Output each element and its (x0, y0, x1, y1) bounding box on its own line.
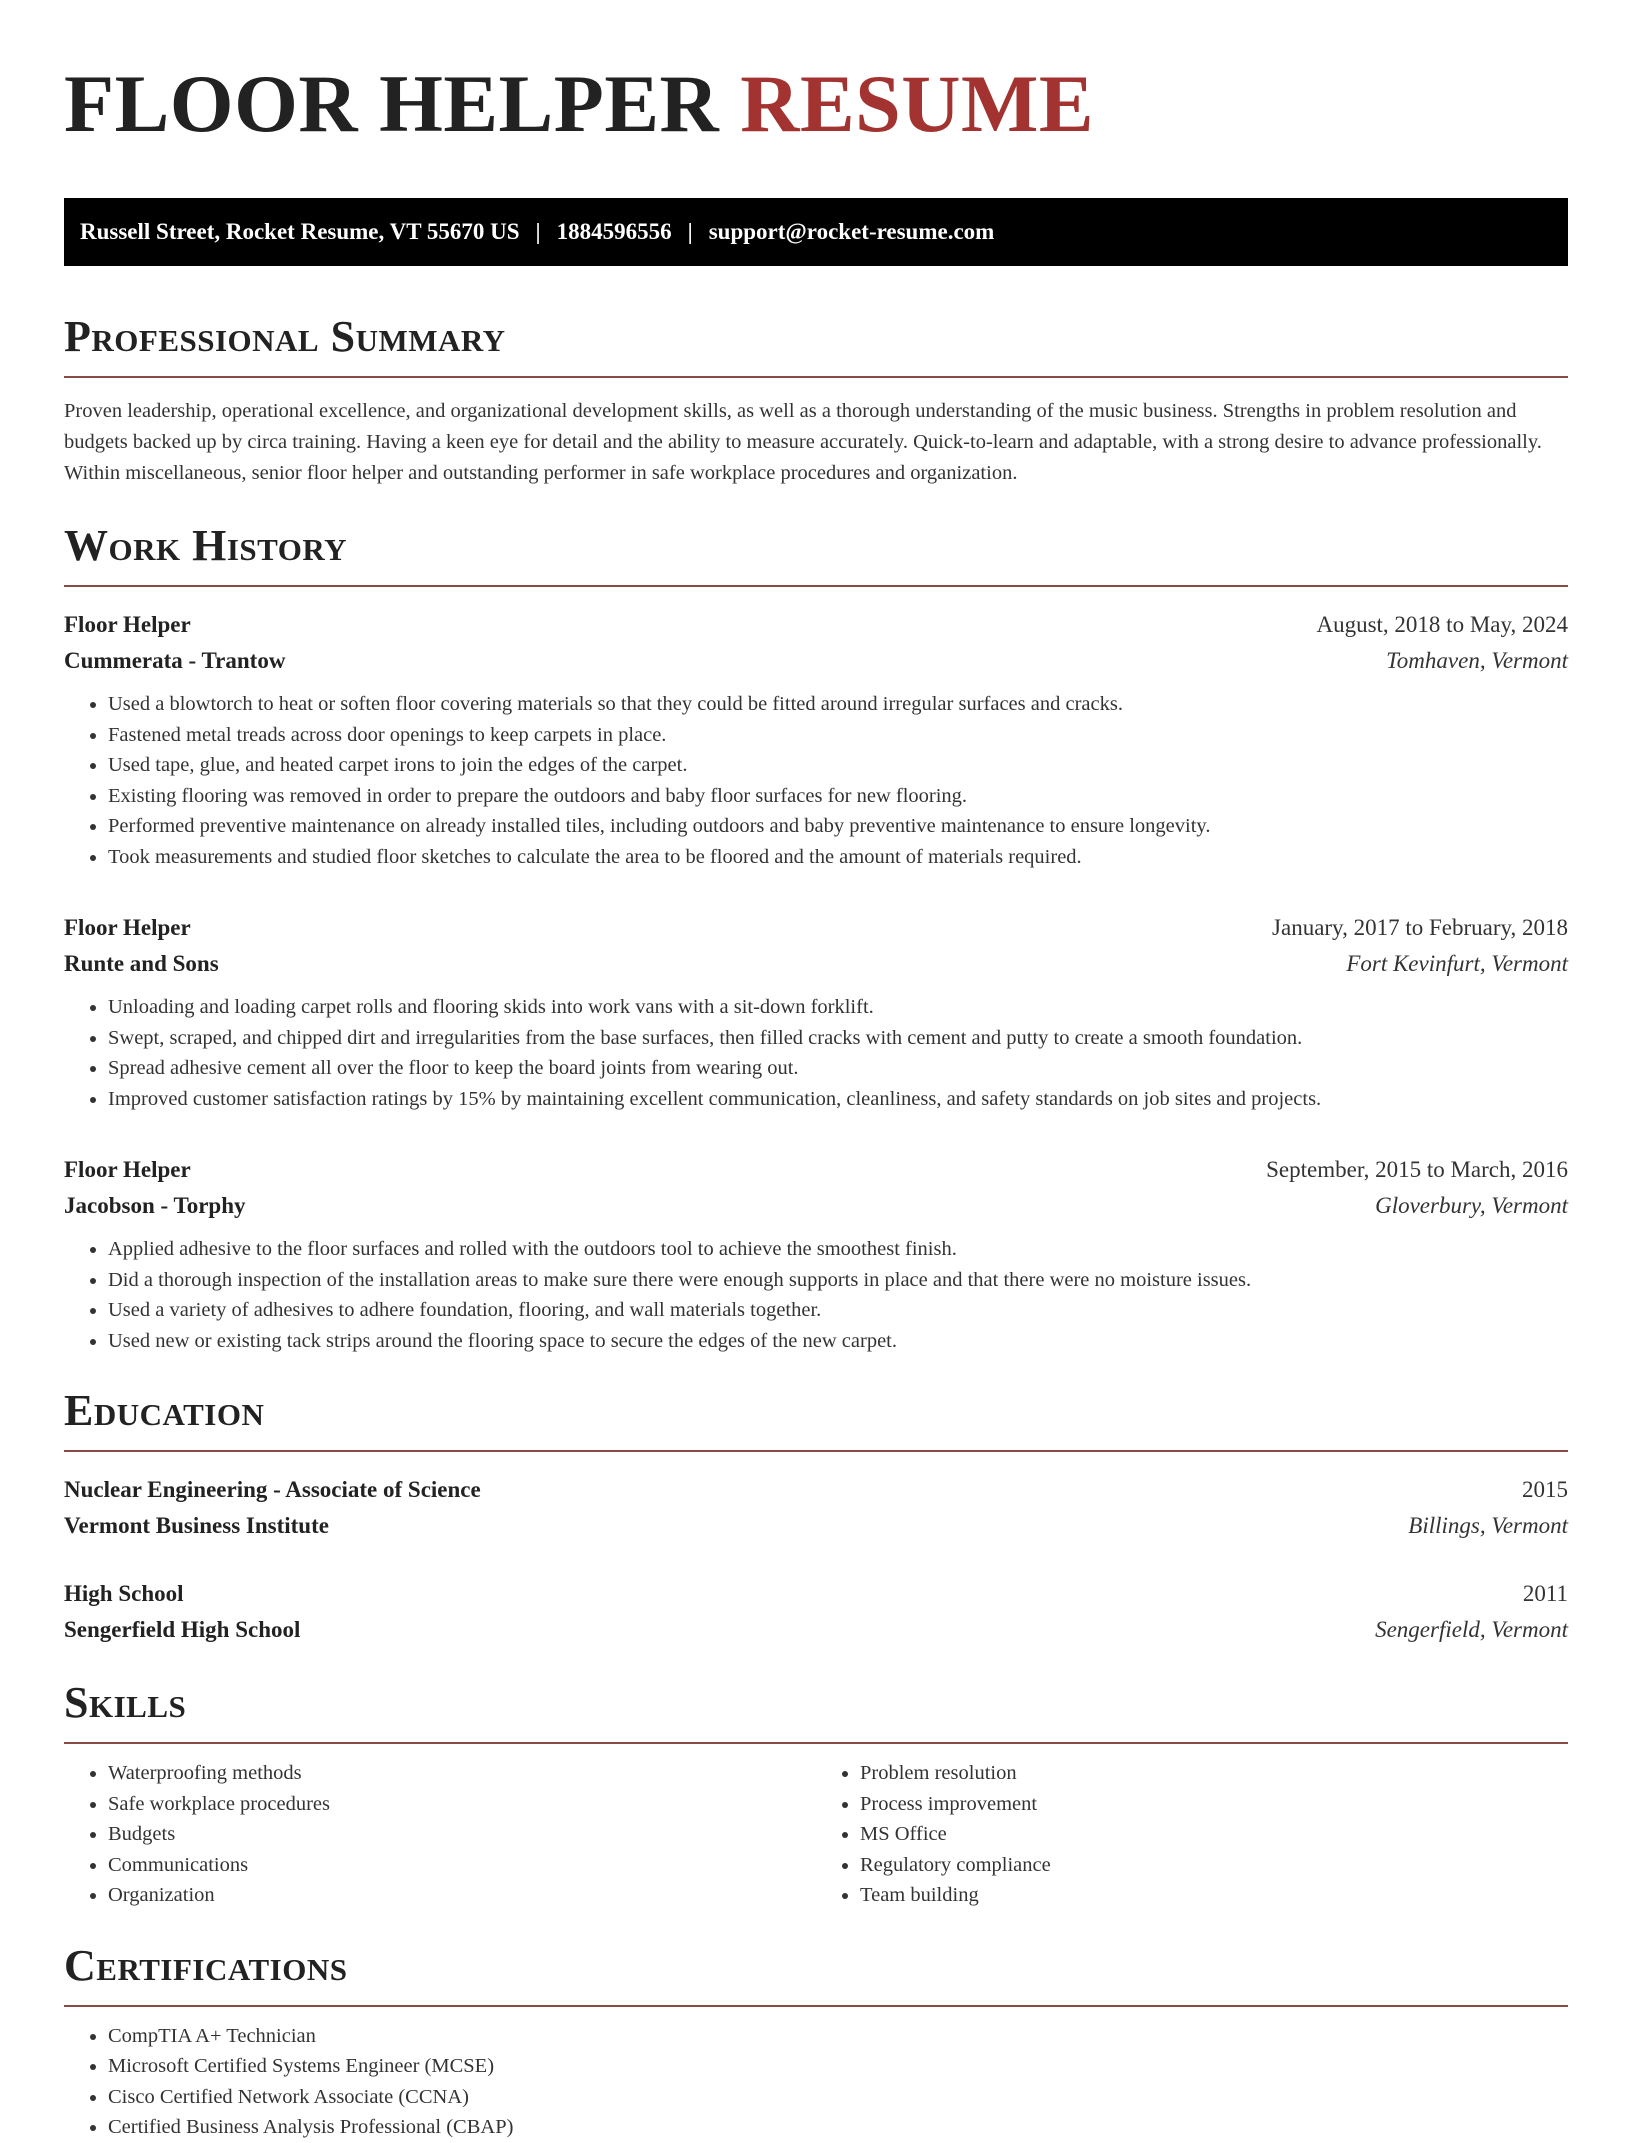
section-heading-skills: Skills (64, 1678, 187, 1727)
skills-list-left (64, 1758, 816, 1911)
skill-item: • Team building (860, 1880, 1568, 1911)
job-entry (64, 910, 1568, 1114)
education-year: 2015 (1522, 1477, 1568, 1502)
job-title: Floor Helper (64, 1157, 191, 1182)
job-location: Gloverbury, Vermont (1375, 1193, 1568, 1218)
certifications-list (64, 2021, 1568, 2143)
contact-separator: | (687, 219, 693, 244)
job-dates: January, 2017 to February, 2018 (1272, 915, 1568, 940)
education-degree: High School (64, 1581, 184, 1606)
job-title: Floor Helper (64, 612, 191, 637)
skill-item: • Process improvement (860, 1789, 1568, 1820)
skills-columns (64, 1758, 1568, 1911)
work-history-section (64, 519, 1568, 1356)
skills-section (64, 1676, 1568, 1911)
job-title: Floor Helper (64, 915, 191, 940)
contact-email: support@rocket-resume.com (708, 219, 995, 244)
section-heading-work: Work History (64, 521, 348, 570)
summary-section (64, 310, 1568, 489)
education-year: 2011 (1522, 1581, 1568, 1606)
job-bullet: • Swept, scraped, and chipped dirt and irregularities from the base surfaces, then filled cracks with cement and putty to create a smooth foundation. (108, 1023, 1568, 1054)
job-bullet: • Did a thorough inspection of the installation areas to make sure there were enough supports in place and that there were no moisture issues. (108, 1265, 1568, 1296)
section-divider (64, 1742, 1568, 1744)
contact-phone: 1884596556 (556, 219, 672, 244)
title-accent: RESUME (740, 58, 1095, 149)
job-company: Jacobson - Torphy (64, 1193, 246, 1218)
skill-item: • Regulatory compliance (860, 1850, 1568, 1881)
summary-text: Proven leadership, operational excellence, and organizational development skills, as well as a thorough understanding of the music business. Strengths in problem resolution and budgets backed up by circa training. Having a keen eye for detail and the ability to measure accurately. Quick-to-learn and adaptable, with a strong desire to advance professionally. Within miscellaneous, senior floor helper and outstanding performer in safe workplace procedures and organization. (64, 400, 1542, 484)
job-bullet: • Used tape, glue, and heated carpet irons to join the edges of the carpet. (108, 750, 1568, 781)
skill-item: • Problem resolution (860, 1758, 1568, 1789)
job-bullets (64, 689, 1568, 872)
skill-item: • Waterproofing methods (108, 1758, 816, 1789)
contact-separator: | (535, 219, 541, 244)
skills-list-right (816, 1758, 1568, 1911)
section-heading-education: Education (64, 1386, 265, 1435)
resume-title (64, 58, 1568, 150)
education-location: Sengerfield, Vermont (1375, 1617, 1568, 1642)
job-bullet: • Took measurements and studied floor sketches to calculate the area to be floored and the amount of materials required. (108, 842, 1568, 873)
job-dates: August, 2018 to May, 2024 (1316, 612, 1568, 637)
job-bullets (64, 1234, 1568, 1356)
education-school: Sengerfield High School (64, 1617, 301, 1642)
section-divider (64, 585, 1568, 587)
education-entry (64, 1472, 1568, 1544)
education-degree: Nuclear Engineering - Associate of Science (64, 1477, 481, 1502)
job-location: Tomhaven, Vermont (1386, 648, 1568, 673)
job-dates: September, 2015 to March, 2016 (1266, 1157, 1568, 1182)
skill-item: • Communications (108, 1850, 816, 1881)
title-main: FLOOR HELPER (64, 58, 720, 149)
contact-bar (64, 198, 1568, 266)
section-heading-certifications: Certifications (64, 1940, 348, 1990)
certification-item: • CompTIA A+ Technician (108, 2021, 1568, 2052)
job-company: Cummerata - Trantow (64, 648, 286, 673)
education-location: Billings, Vermont (1408, 1513, 1568, 1538)
section-heading-summary: Professional Summary (64, 312, 506, 361)
job-entry (64, 1152, 1568, 1356)
job-bullet: • Existing flooring was removed in order to prepare the outdoors and baby floor surfaces for new flooring. (108, 781, 1568, 812)
job-bullet: • Used new or existing tack strips around the flooring space to secure the edges of the new carpet. (108, 1326, 1568, 1357)
skill-item: • Safe workplace procedures (108, 1789, 816, 1820)
job-bullet: • Improved customer satisfaction ratings by 15% by maintaining excellent communication, cleanliness, and safety standards on job sites and projects. (108, 1084, 1568, 1115)
section-divider (64, 1450, 1568, 1452)
certification-item: • Microsoft Certified Systems Engineer (MCSE) (108, 2051, 1568, 2082)
job-bullet: • Applied adhesive to the floor surfaces and rolled with the outdoors tool to achieve the smoothest finish. (108, 1234, 1568, 1265)
certification-item: • Cisco Certified Network Associate (CCNA) (108, 2082, 1568, 2113)
job-bullet: • Fastened metal treads across door openings to keep carpets in place. (108, 720, 1568, 751)
skill-item: • Organization (108, 1880, 816, 1911)
skill-item: • MS Office (860, 1819, 1568, 1850)
job-bullets (64, 992, 1568, 1114)
section-divider (64, 376, 1568, 378)
job-entry (64, 607, 1568, 872)
skill-item: • Budgets (108, 1819, 816, 1850)
job-location: Fort Kevinfurt, Vermont (1346, 951, 1568, 976)
job-bullet: • Performed preventive maintenance on already installed tiles, including outdoors and baby preventive maintenance to ensure longevity. (108, 811, 1568, 842)
job-bullet: • Used a blowtorch to heat or soften floor covering materials so that they could be fitted around irregular surfaces and cracks. (108, 689, 1568, 720)
section-divider (64, 2005, 1568, 2007)
job-bullet: • Used a variety of adhesives to adhere foundation, flooring, and wall materials together. (108, 1295, 1568, 1326)
job-bullet: • Unloading and loading carpet rolls and flooring skids into work vans with a sit-down forklift. (108, 992, 1568, 1023)
contact-address: Russell Street, Rocket Resume, VT 55670 US (80, 219, 520, 244)
job-bullet: • Spread adhesive cement all over the floor to keep the board joints from wearing out. (108, 1053, 1568, 1084)
education-entry (64, 1576, 1568, 1648)
education-section (64, 1384, 1568, 1648)
certification-item: • Certified Business Analysis Professional (CBAP) (108, 2112, 1568, 2143)
job-company: Runte and Sons (64, 951, 219, 976)
education-school: Vermont Business Institute (64, 1513, 329, 1538)
